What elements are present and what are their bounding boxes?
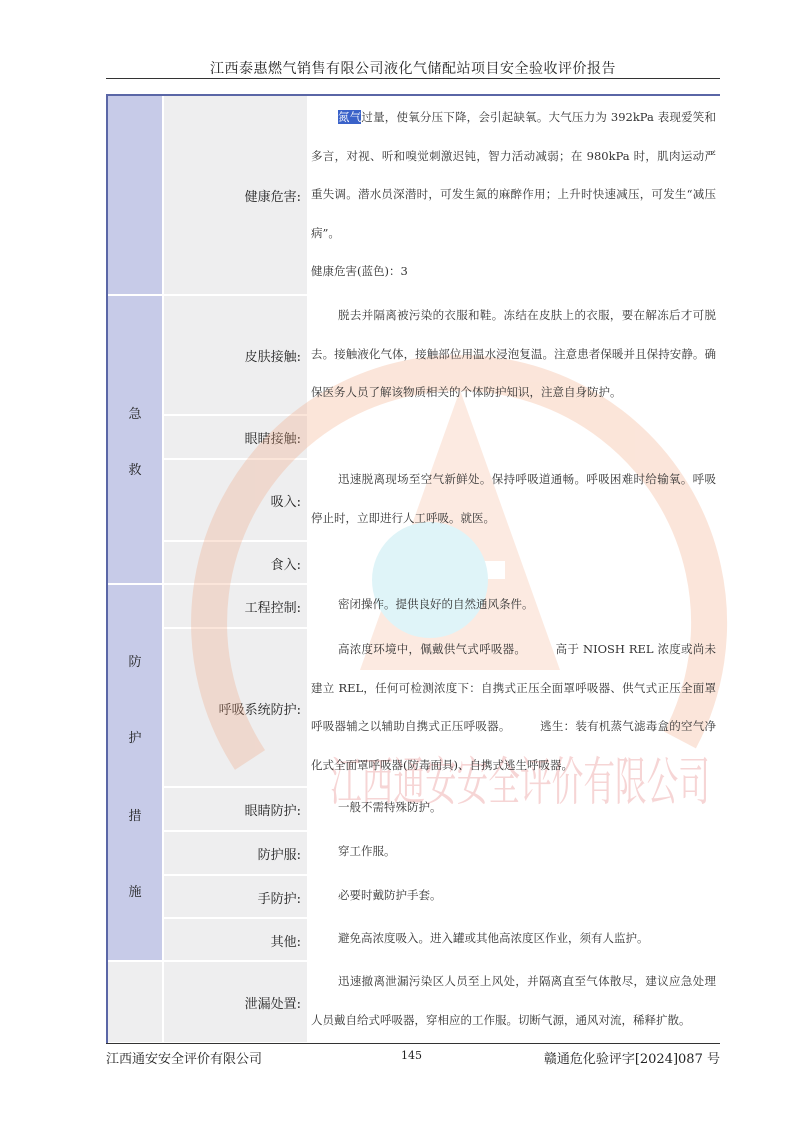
row-label-eye-protection xyxy=(164,788,307,830)
highlighted-term: 氮气 xyxy=(338,110,362,124)
row-label-skin xyxy=(164,296,307,414)
content-text: 避免高浓度吸入。进入罐或其他高浓度区作业，须有人监护。 xyxy=(338,931,649,945)
row-label-respiratory xyxy=(164,629,307,786)
watermark-text: 江西通安安全评价有限公司 xyxy=(330,753,710,813)
category-cell-protection xyxy=(108,585,162,960)
row-label-clothing xyxy=(164,832,307,874)
category-cell-leak xyxy=(108,962,162,1042)
row-content-hand xyxy=(311,876,716,915)
category-cell-first-aid xyxy=(108,296,162,583)
content-text: 健康危害(蓝色)：3 xyxy=(311,264,408,278)
category-char: 护 xyxy=(128,731,142,746)
category-char: 防 xyxy=(128,655,142,670)
content-text: 脱去并隔离被污染的衣服和鞋。冻结在皮肤上的衣服，要在解冻后才可脱去。接触液化气体，接触部位用温水浸泡复温。注意患者保暖并且保持安静。确保医务人员了解该物质相关的个体防护知识，注意自身防护。 xyxy=(311,308,716,399)
footer-rule xyxy=(106,1043,720,1044)
content-text: 高浓度环境中，佩戴供气式呼吸器。 高于 NIOSH REL 浓度或尚未建立 REL，任何可检测浓度下：自携式正压全面罩呼吸器、供气式正压全面罩呼吸器辅之以辅助自携式正压呼吸器。 逃生：装有机蒸气滤毒盒的空气净化式全面罩呼吸器(防毒面具)、自携式逃生呼吸器。 xyxy=(311,642,716,772)
content-text: 密闭操作。提供良好的自然通风条件。 xyxy=(338,597,534,611)
row-content-eye-protection xyxy=(311,788,716,827)
footer-company: 江西通安安全评价有限公司 xyxy=(106,1052,263,1067)
label-text: 皮肤接触: xyxy=(244,350,301,365)
row-label-other xyxy=(164,919,307,960)
content-text: 迅速撤离泄漏污染区人员至上风处，并隔离直至气体散尽，建议应急处理人员戴自给式呼吸器，穿相应的工作服。切断气源，通风对流，稀释扩散。 xyxy=(311,974,716,1027)
row-content-respiratory xyxy=(311,630,716,784)
row-label-hand xyxy=(164,876,307,917)
label-text: 健康危害: xyxy=(244,190,301,205)
label-text: 防护服: xyxy=(257,848,301,863)
header-rule xyxy=(106,78,720,79)
row-content-leak xyxy=(311,962,716,1039)
row-content-health xyxy=(311,98,716,291)
row-label-health xyxy=(164,96,307,294)
label-text: 眼睛接触: xyxy=(244,432,301,447)
document-number: 赣通危化验评字[2024]087 号 xyxy=(543,1052,720,1067)
row-label-inhalation xyxy=(164,460,307,540)
label-text: 泄漏处置: xyxy=(244,997,301,1012)
row-label-eye-contact xyxy=(164,416,307,458)
content-text: 过量，使氧分压下降，会引起缺氧。大气压力为 392kPa 表现爱笑和多言，对视、听和嗅觉刺激迟钝，智力活动减弱；在 980kPa 时，肌肉运动严重失调。潜水员深潜时，可发生氮的麻醉作用；上升时快速减压，可发生“减压病”。 xyxy=(311,110,717,240)
label-text: 其他: xyxy=(270,935,301,950)
category-char: 救 xyxy=(128,463,142,478)
content-text: 迅速脱离现场至空气新鲜处。保持呼吸道通畅。呼吸困难时给输氧。呼吸停止时，立即进行人工呼吸。就医。 xyxy=(311,472,716,525)
row-content-inhalation xyxy=(311,460,716,537)
label-text: 工程控制: xyxy=(244,601,301,616)
category-char: 急 xyxy=(128,407,142,422)
row-content-clothing xyxy=(311,832,716,871)
row-content-skin xyxy=(311,296,716,412)
label-text: 吸入: xyxy=(270,495,301,510)
page-number: 145 xyxy=(401,1049,422,1062)
row-label-engineering xyxy=(164,585,307,627)
row-label-leak xyxy=(164,962,307,1042)
category-char: 施 xyxy=(128,885,142,900)
report-title: 江西泰惠燃气销售有限公司液化气储配站项目安全验收评价报告 xyxy=(210,61,616,77)
label-text: 手防护: xyxy=(257,892,301,907)
content-text: 一般不需特殊防护。 xyxy=(338,800,442,814)
category-cell-blank xyxy=(108,96,162,294)
label-text: 眼睛防护: xyxy=(244,804,301,819)
content-text: 穿工作服。 xyxy=(338,844,396,858)
content-text: 必要时戴防护手套。 xyxy=(338,888,442,902)
page-footer xyxy=(106,1048,720,1068)
category-char: 措 xyxy=(128,809,142,824)
label-text: 食入: xyxy=(270,558,301,573)
label-text: 呼吸系统防护: xyxy=(218,703,301,718)
row-content-other xyxy=(311,919,716,958)
row-label-ingestion xyxy=(164,542,307,583)
row-content-engineering xyxy=(311,585,716,624)
